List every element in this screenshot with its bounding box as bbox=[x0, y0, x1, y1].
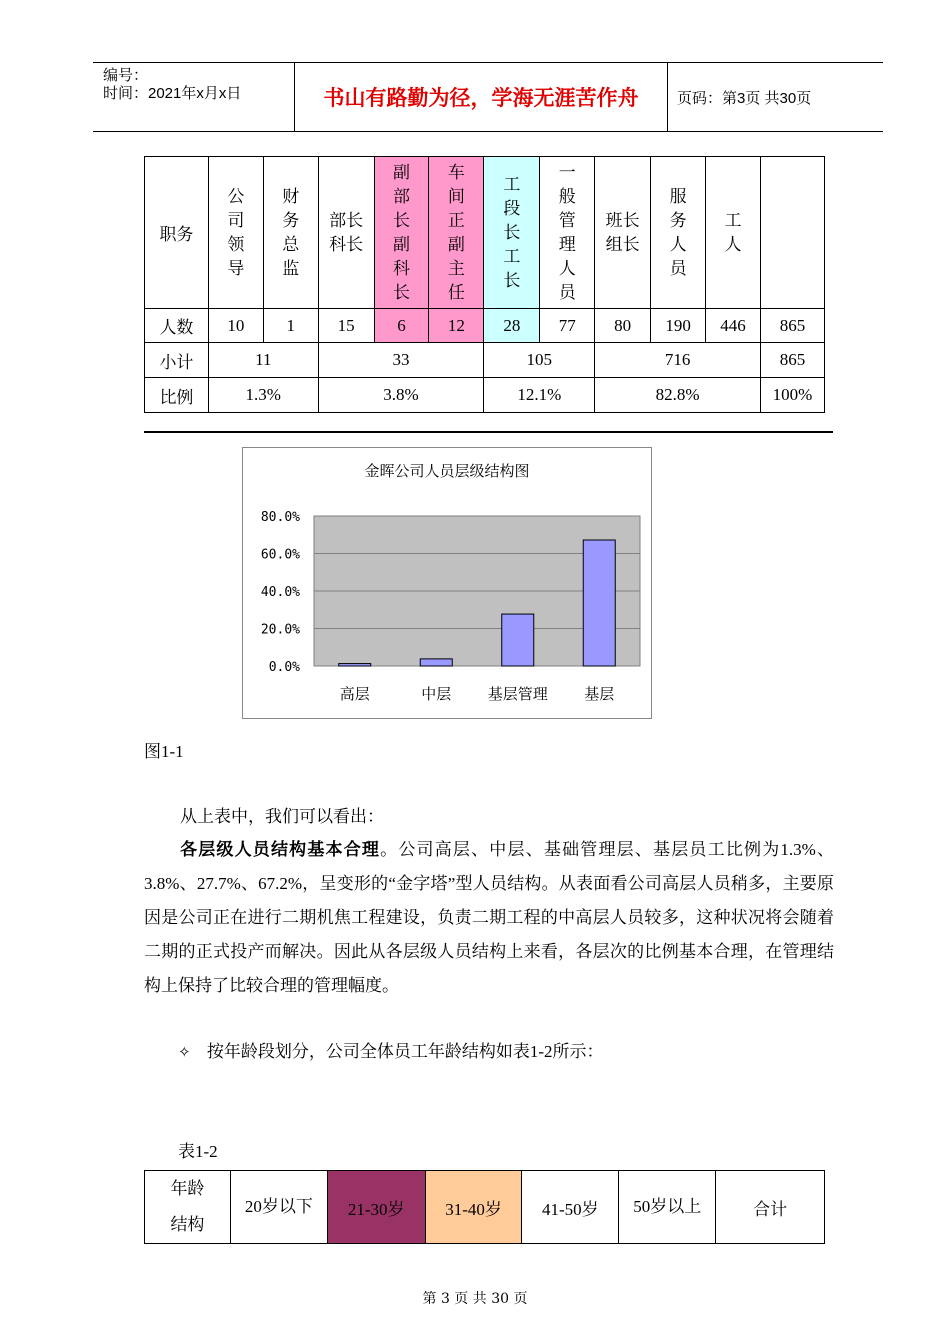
cell: 15 bbox=[318, 309, 374, 343]
col-head-blank bbox=[760, 157, 824, 309]
cell: 12.1% bbox=[484, 378, 595, 413]
analysis-paragraph bbox=[144, 833, 834, 1003]
col-head bbox=[540, 157, 595, 309]
staff-level-table bbox=[144, 156, 825, 413]
row-label-ratio: 比例 bbox=[145, 378, 209, 413]
table-row-ratio bbox=[145, 378, 825, 413]
table-row-subtotal bbox=[145, 343, 825, 378]
x-tick-label: 高层 bbox=[339, 685, 370, 703]
bold-lead: 各层级人员结构基本合理 bbox=[180, 840, 381, 859]
col-head-text: 工段长工长 bbox=[503, 174, 521, 290]
cell: 41-50岁 bbox=[522, 1171, 619, 1244]
col-head-text: 班长组长 bbox=[605, 210, 640, 254]
figure-caption: 图1-1 bbox=[144, 742, 184, 761]
cell: 865 bbox=[760, 309, 824, 343]
cell: 1 bbox=[263, 309, 318, 343]
cell bbox=[145, 1171, 231, 1244]
page-header bbox=[93, 62, 883, 132]
table-row-count bbox=[145, 309, 825, 343]
cell-text: 20岁以下 bbox=[244, 1197, 313, 1216]
cell: 100% bbox=[760, 378, 824, 413]
x-axis-labels bbox=[340, 685, 615, 703]
chart-title: 金晖公司人员层级结构图 bbox=[364, 462, 530, 480]
paragraph-text: 。公司高层、中层、基础管理层、基层员工比例为1.3%、3.8%、27.7%、67.2%，呈变形的“金字塔”型人员结构。从表面看公司高层人员稍多，主要原因是公司正在进行二期机焦工程建设，负责二期工程的中高层人员较多，这种状况将会随着二期的正式投产而解决。因此从各层级人员结构上来看，各层次的比例基本合理，在管理结构上保持了比较合理的管理幅度。 bbox=[144, 840, 835, 995]
cell-highlight: 31-40岁 bbox=[425, 1171, 522, 1244]
bar-基层管理 bbox=[502, 614, 534, 666]
cell: 446 bbox=[706, 309, 761, 343]
y-tick-label: 20.0% bbox=[260, 622, 300, 638]
header-page-info: 页码：第3页 共30页 bbox=[677, 90, 812, 107]
bullet-text: 按年龄段划分，公司全体员工年龄结构如表1-2所示： bbox=[206, 1042, 604, 1061]
x-tick-label: 基层管理 bbox=[487, 685, 548, 703]
bar-基层 bbox=[583, 540, 615, 666]
bar-chart bbox=[243, 448, 651, 718]
header-number: 编号： bbox=[103, 67, 149, 84]
y-tick-label: 60.0% bbox=[260, 547, 300, 563]
cell: 28 bbox=[484, 309, 540, 343]
col-head-text: 一般管理人员 bbox=[558, 162, 576, 302]
col-head-highlight bbox=[484, 157, 540, 309]
chart-frame bbox=[242, 447, 652, 719]
cell: 82.8% bbox=[595, 378, 761, 413]
table-row bbox=[145, 1171, 825, 1244]
col-head-text: 工人 bbox=[724, 210, 742, 254]
cell: 716 bbox=[595, 343, 761, 378]
cell bbox=[230, 1171, 327, 1244]
cell: 11 bbox=[208, 343, 318, 378]
cell: 33 bbox=[318, 343, 484, 378]
cell-highlight: 21-30岁 bbox=[327, 1171, 425, 1244]
header-motto: 书山有路勤为径，学海无涯苦作舟 bbox=[323, 86, 639, 110]
cell: 77 bbox=[540, 309, 595, 343]
col-head-text: 服务人员 bbox=[669, 186, 687, 278]
cell: 105 bbox=[484, 343, 595, 378]
col-head-highlight bbox=[429, 157, 484, 309]
cell-text: 年龄结构 bbox=[170, 1179, 205, 1234]
cell: 190 bbox=[651, 309, 706, 343]
cell: 3.8% bbox=[318, 378, 484, 413]
page-footer: 第 3 页 共 30 页 bbox=[422, 1291, 528, 1307]
bullet-line bbox=[178, 1037, 604, 1062]
bar-高层 bbox=[339, 664, 371, 666]
col-head bbox=[318, 157, 374, 309]
row-label-position: 职务 bbox=[145, 157, 209, 309]
col-head bbox=[595, 157, 651, 309]
col-head bbox=[706, 157, 761, 309]
row-label-subtotal: 小计 bbox=[145, 343, 209, 378]
cell bbox=[619, 1171, 716, 1244]
y-tick-label: 40.0% bbox=[260, 585, 300, 600]
col-head bbox=[263, 157, 318, 309]
diamond-bullet-icon: ✧ bbox=[178, 1043, 191, 1061]
y-axis-ticks bbox=[261, 510, 300, 675]
y-tick-label: 80.0% bbox=[260, 510, 300, 525]
cell: 1.3% bbox=[208, 378, 318, 413]
cell: 合计 bbox=[716, 1171, 825, 1244]
cell: 865 bbox=[760, 343, 824, 378]
bar-中层 bbox=[420, 659, 452, 666]
col-head-text: 公司领导 bbox=[227, 186, 245, 278]
col-head-highlight bbox=[374, 157, 429, 309]
cell: 80 bbox=[595, 309, 651, 343]
row-label-count: 人数 bbox=[145, 309, 209, 343]
col-head-text: 部长科长 bbox=[329, 210, 364, 254]
col-head bbox=[651, 157, 706, 309]
header-time: 时间：2021年x月x日 bbox=[103, 85, 242, 102]
intro-paragraph: 从上表中，我们可以看出： bbox=[180, 807, 384, 826]
x-tick-label: 中层 bbox=[421, 685, 452, 703]
age-structure-table bbox=[144, 1170, 825, 1244]
y-tick-label: 0.0% bbox=[268, 660, 300, 675]
col-head-text: 副部长副科长 bbox=[393, 162, 411, 302]
table2-caption: 表1-2 bbox=[178, 1142, 218, 1161]
section-divider bbox=[144, 431, 833, 433]
header-meta bbox=[103, 67, 241, 103]
cell: 10 bbox=[208, 309, 263, 343]
cell: 6 bbox=[374, 309, 429, 343]
cell: 12 bbox=[429, 309, 484, 343]
col-head bbox=[208, 157, 263, 309]
x-tick-label: 基层 bbox=[584, 685, 615, 703]
cell-text: 50岁以上 bbox=[633, 1197, 702, 1216]
col-head-text: 财务总监 bbox=[282, 186, 300, 278]
col-head-text: 车间正副主任 bbox=[447, 162, 465, 302]
table-row-position bbox=[145, 157, 825, 309]
